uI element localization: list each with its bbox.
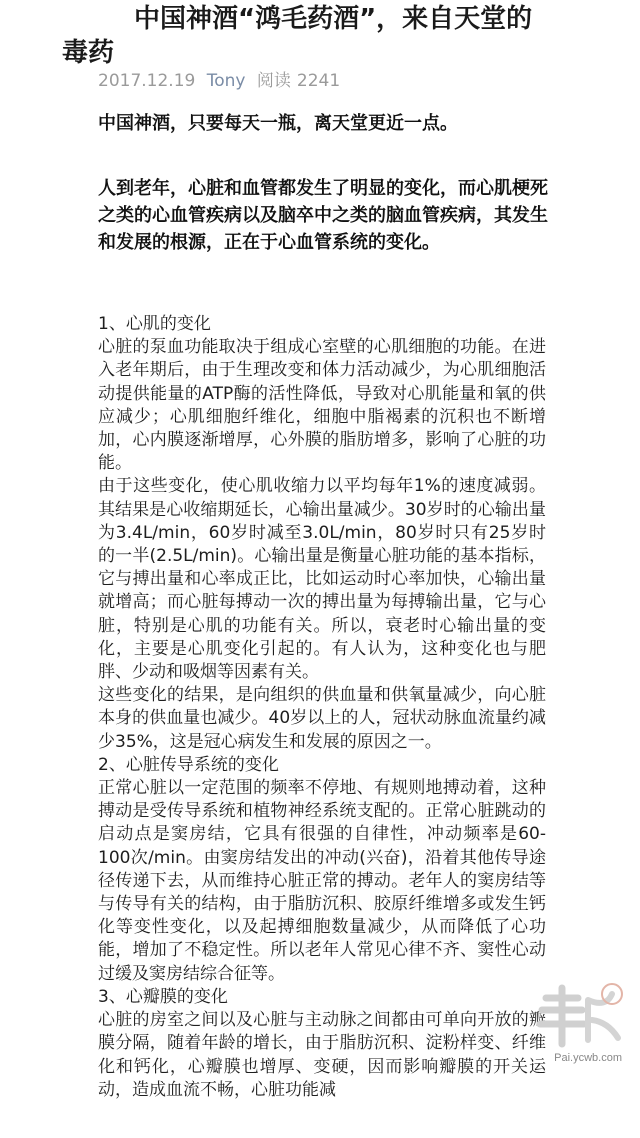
- section-heading-2: 2、心脏传导系统的变化: [98, 754, 279, 775]
- section2-paragraph-1: 正常心脏以一定范围的频率不停地、有规则地搏动着，这种搏动是受传导系统和植物神经系统支配的。正常心脏跳动的启动点是窦房结，它具有很强的自律性，冲动频率是60-100次/min。由窦房结发出的冲动(兴奋)，沿着其他传导途径传递下去，从而维持心脏正常的搏动。老年人的窦房结等与传导有关的结构，由于脂肪沉积、胶原纤维增多或发生钙化等变性变化，以及起搏细胞数量减少，从而降低了心功能，增加了不稳定性。所以老年人常见心律不齐、窦性心动过缓及窦房结综合征等。: [98, 778, 546, 984]
- article-title-line1: 中国神酒“鸿毛药酒”，来自天堂的: [134, 4, 533, 34]
- publish-date: 2017.12.19: [98, 71, 196, 91]
- section-heading-3: 3、心瓣膜的变化: [98, 986, 228, 1007]
- article-title-line2: 毒药: [62, 38, 115, 68]
- article-lead: 中国神酒，只要每天一瓶，离天堂更近一点。: [98, 113, 458, 134]
- article-meta: [98, 70, 346, 92]
- read-label: 阅读: [256, 71, 291, 91]
- author-link[interactable]: Tony: [206, 71, 246, 91]
- section1-paragraph-1: 心脏的泵血功能取决于组成心室壁的心肌细胞的功能。在进入老年期后，由于生理改变和体力活动减少，为心肌细胞活动提供能量的ATP酶的活性降低，导致对心肌能量和氧的供应减少；心肌细胞纤维化，细胞中脂褐素的沉积也不断增加，心内膜逐渐增厚，心外膜的脂肪增多，影响了心脏的功能。: [98, 337, 546, 474]
- section3-paragraph-1: 心脏的房室之间以及心脏与主动脉之间都由可单向开放的瓣膜分隔，随着年龄的增长，由于脂肪沉积、淀粉样变、纤维化和钙化，心瓣膜也增厚、变硬，因而影响瓣膜的开关运动，造成血流不畅，心脏功能减: [98, 1010, 546, 1100]
- read-count: 2241: [296, 71, 341, 91]
- section-heading-1: 1、心肌的变化: [98, 314, 211, 334]
- article-intro: 人到老年，心脏和血管都发生了明显的变化，而心肌梗死之类的心血管疾病以及脑卒中之类的脑血管疾病，其发生和发展的根源，正在于心血管系统的变化。: [98, 178, 548, 253]
- article-body: [98, 313, 546, 1102]
- section1-paragraph-3: 这些变化的结果，是向组织的供血量和供氧量减少，向心脏本身的供血量也减少。40岁以上的人，冠状动脉血流量约减少35%，这是冠心病发生和发展的原因之一。: [98, 685, 546, 752]
- watermark-url: Pai.ycwb.com: [554, 1052, 622, 1064]
- section1-paragraph-2: 由于这些变化，使心肌收缩力以平均每年1%的速度减弱。其结果是心收缩期延长，心输出量减少。30岁时的心输出量为3.4L/min，60岁时减至3.0L/min，80岁时只有25岁时的一半(2.5L/min)。心输出量是衡量心脏功能的基本指标，它与搏出量和心率成正比，比如运动时心率加快，心输出量就增高；而心脏每搏动一次的搏出量为每搏输出量，它与心脏，特别是心肌的功能有关。所以，衰老时心输出量的变化，主要是心肌变化引起的。有人认为，这种变化也与肥胖、少动和吸烟等因素有关。: [98, 476, 546, 683]
- article-title: [62, 2, 618, 70]
